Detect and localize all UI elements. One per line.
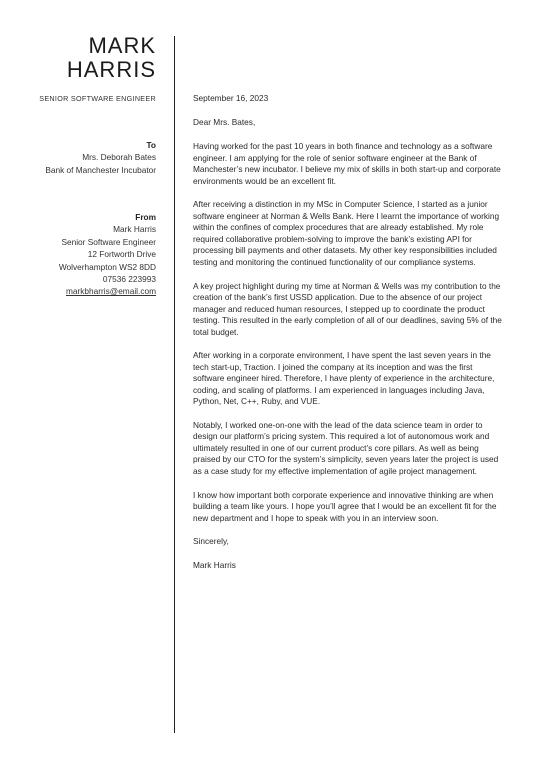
sender-email-link[interactable]: markbharris@email.com — [65, 286, 156, 297]
letter-body — [193, 93, 505, 584]
vertical-divider — [174, 36, 175, 733]
sender-phone: 07536 223993 — [102, 274, 156, 285]
letter-paragraph: A key project highlight during my time at Norman & Wells was my contribution to the creation of the bank’s first USSD application. Due to the absence of our project manager and reduced human resources, I stepped up to coordinate the product testing. This resulted in the early completion of all of our deadlines, saving 5% of the total budget. — [193, 280, 502, 337]
sender-block — [0, 211, 156, 298]
letter-paragraph: Having worked for the past 10 years in both finance and technology as a software engineer. I am applying for the role of senior software engineer at the Bank of Manchester’s new incubator. I believe my mix of skills in both start-up and corporate environments would be an excellent fit. — [193, 141, 501, 186]
recipient-heading: To — [146, 140, 156, 150]
recipient-name: Mrs. Deborah Bates — [82, 152, 156, 163]
sender-job-title: SENIOR SOFTWARE ENGINEER — [39, 94, 156, 103]
sender-contact-title: Senior Software Engineer — [61, 236, 156, 247]
letter-closing: Sincerely, — [193, 536, 229, 547]
letter-paragraph: Notably, I worked one-on-one with the lead of the data science team in order to design our platform’s pricing system. This required a lot of autonomous work and ultimately resulted in one of our current product’s core pillars. As well as being praised by our CTO for the system’s simplicity, seven years later the project is used as a case study for my effective implementation of agile project management. — [193, 419, 499, 476]
letter-paragraph: I know how important both corporate experience and innovative thinking are when building a team like yours. I hope you’ll agree that I would be an excellent fit for the new department and I hope to speak with you in an interview soon. — [193, 489, 497, 523]
sender-name-first: MARK — [88, 33, 156, 58]
letter-date: September 16, 2023 — [193, 93, 269, 103]
sender-name — [0, 34, 156, 82]
sender-heading: From — [135, 212, 156, 222]
sender-name-last: HARRIS — [66, 57, 156, 82]
sender-street: 12 Fortworth Drive — [87, 249, 156, 260]
letter-signature: Mark Harris — [193, 560, 236, 570]
letter-salutation: Dear Mrs. Bates, — [193, 117, 256, 128]
sender-contact-name: Mark Harris — [113, 224, 156, 235]
recipient-company: Bank of Manchester Incubator — [45, 164, 156, 175]
sender-city: Wolverhampton WS2 8DD — [58, 261, 156, 272]
letter-paragraph: After working in a corporate environment, I have spent the last seven years in the tech start-up, Traction. I joined the company at its inception and was the first software engineer hired. Therefore, I have plenty of experience in the architecture, coding, and scaling of platforms. I am experienced in languages including Java, Python, Net, C++, Ruby, and VUE. — [193, 350, 495, 407]
recipient-block — [0, 139, 156, 176]
letter-paragraph: After receiving a distinction in my MSc in Computer Science, I started as a junior software engineer at Norman & Wells Bank. Here I learnt the importance of working within the confines of complex procedures that are already established. My role required collaborative problem-solving to improve the bank’s existing API for processing bill payments and other datasets. My other key responsibilities included testing and monitoring the continued functionality of our compliance systems. — [193, 199, 500, 267]
